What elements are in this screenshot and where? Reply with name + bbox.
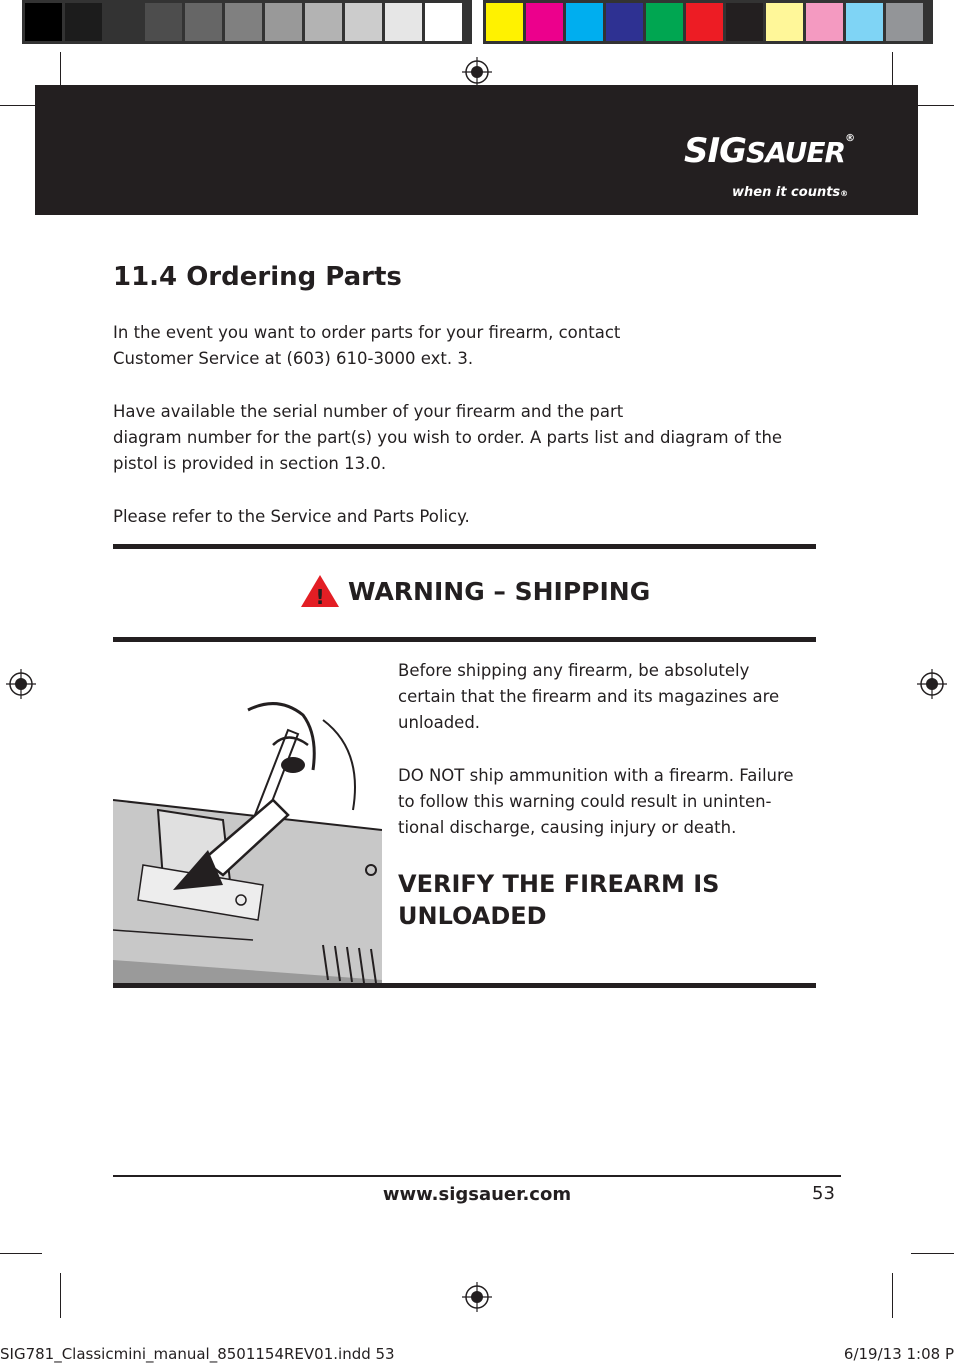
date-slug: 6/19/13 1:08 P <box>843 1345 954 1363</box>
warning-title: WARNING – SHIPPING <box>348 576 651 606</box>
color-swatch <box>425 3 462 41</box>
color-swatch <box>766 3 803 41</box>
color-swatch <box>566 3 603 41</box>
color-swatch <box>305 3 342 41</box>
divider <box>113 983 816 988</box>
registration-mark-icon <box>6 669 36 699</box>
color-swatch <box>846 3 883 41</box>
grayscale-color-bar <box>22 0 472 44</box>
warning-text-1: Before shipping any firearm, be absolutely certain that the firearm and its magazines are unloaded. <box>398 661 780 732</box>
divider <box>113 637 816 642</box>
divider <box>113 544 816 549</box>
color-swatch <box>606 3 643 41</box>
crop-mark <box>60 1273 61 1318</box>
color-swatch <box>385 3 422 41</box>
color-swatch <box>345 3 382 41</box>
sig-sauer-logo: SIGSAUER® <box>684 131 855 171</box>
color-swatch <box>646 3 683 41</box>
color-swatch <box>25 3 62 41</box>
ordering-paragraph-2: Have available the serial number of your firearm and the part diagram number for the part(s) you wish to order. A parts list and diagram of the pistol is provided in section 13.0. <box>113 402 783 473</box>
warning-heading <box>300 574 650 608</box>
section-title: 11.4 Ordering Parts <box>113 262 402 292</box>
crop-mark <box>892 1273 893 1318</box>
color-swatch <box>726 3 763 41</box>
process-color-bar <box>483 0 933 44</box>
registration-mark-icon <box>462 1282 492 1312</box>
color-swatch <box>486 3 523 41</box>
page-number: 53 <box>812 1183 835 1204</box>
color-swatch <box>185 3 222 41</box>
warning-triangle-icon <box>300 574 340 608</box>
ordering-paragraph-1: In the event you want to order parts for your firearm, contact Customer Service at (603) 610-3000 ext. 3. <box>113 323 621 368</box>
file-slug: SIG781_Classicmini_manual_8501154REV01.indd 53 <box>0 1345 395 1363</box>
footer-rule <box>113 1175 841 1177</box>
ordering-paragraph-3: Please refer to the Service and Parts Policy. <box>113 507 470 526</box>
svg-text:!: ! <box>315 585 325 608</box>
color-swatch <box>886 3 923 41</box>
warning-text-2: DO NOT ship ammunition with a firearm. Failure to follow this warning could result in uninten- tional discharge, causing injury or death. <box>398 766 794 837</box>
registration-mark-icon <box>462 57 492 87</box>
verify-unloaded-heading: VERIFY THE FIREARM IS UNLOADED <box>398 870 720 930</box>
crop-mark <box>0 1253 42 1254</box>
check-chamber-illustration <box>113 690 382 983</box>
color-swatch <box>225 3 262 41</box>
color-swatch <box>265 3 302 41</box>
color-swatch <box>526 3 563 41</box>
color-swatch <box>145 3 182 41</box>
logo-tagline: when it counts® <box>732 185 849 200</box>
color-swatch <box>65 3 102 41</box>
footer-url-link[interactable]: www.sigsauer.com <box>382 1184 572 1205</box>
color-swatch <box>806 3 843 41</box>
color-swatch <box>105 3 142 41</box>
crop-mark <box>911 1253 954 1254</box>
color-swatch <box>686 3 723 41</box>
registration-mark-icon <box>917 669 947 699</box>
